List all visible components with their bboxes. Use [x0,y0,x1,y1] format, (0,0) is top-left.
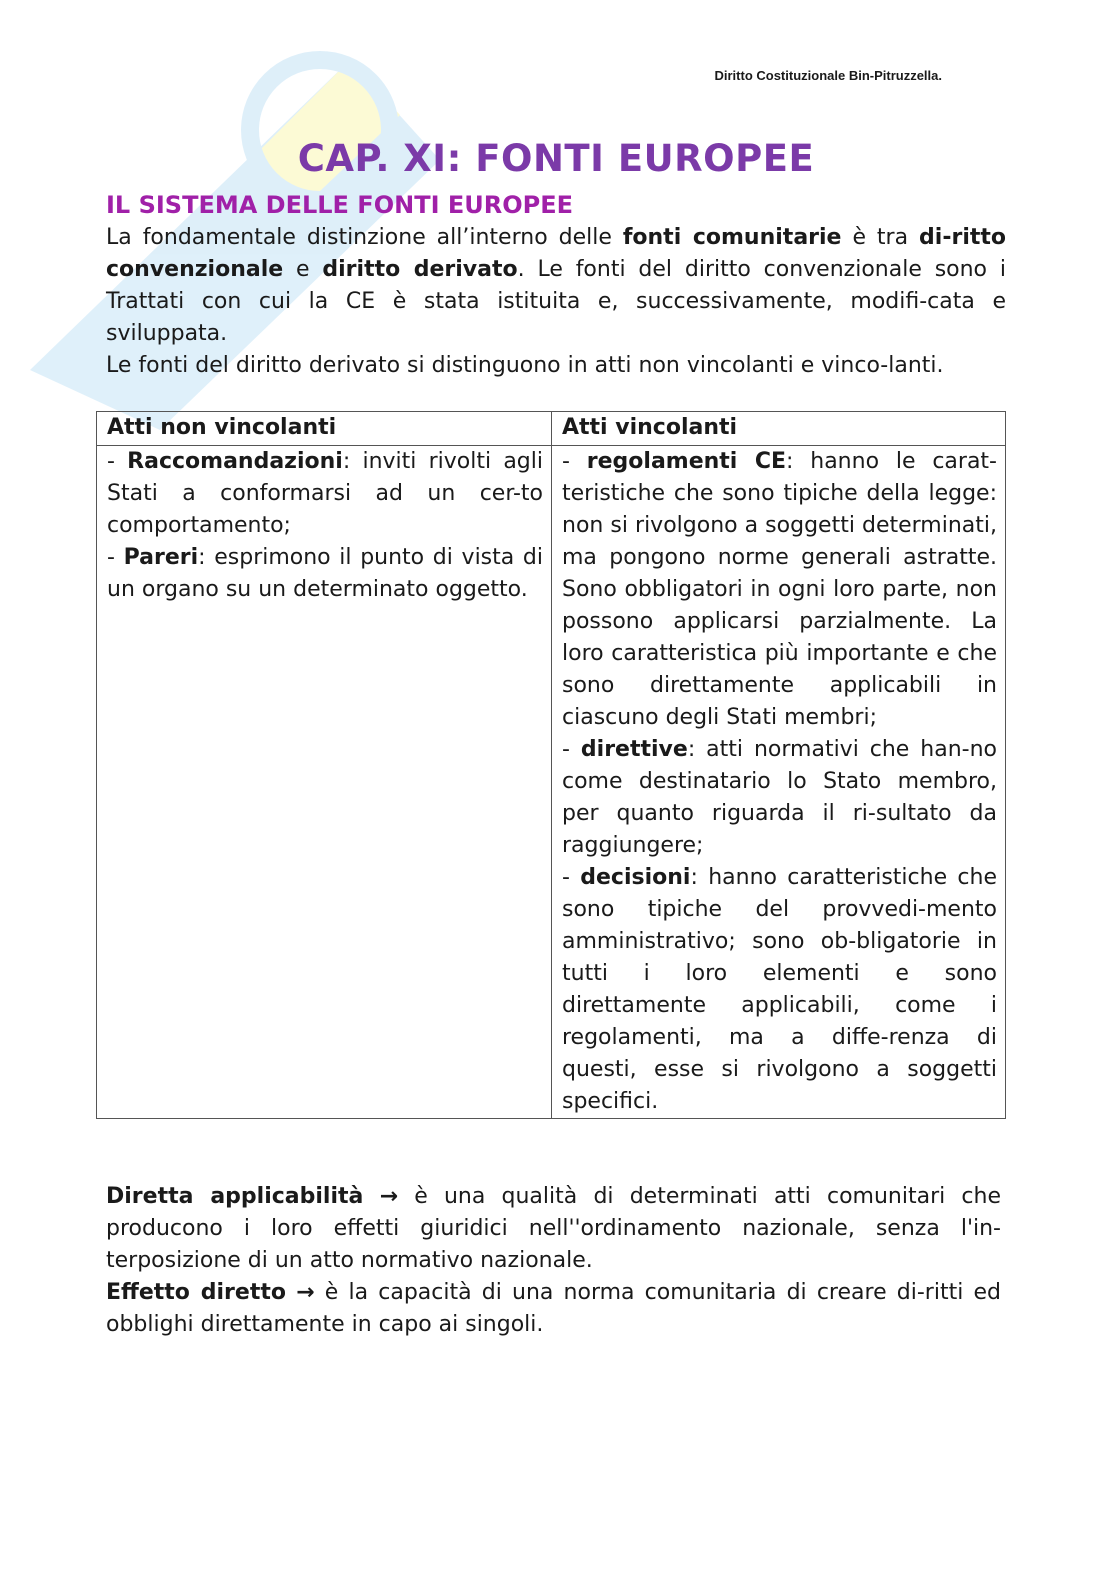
binding-cell [552,446,1006,1119]
chapter-title: CAP. XI: FONTI EUROPEE [297,137,815,180]
acts-table [96,411,1006,1119]
list-item: - decisioni: hanno caratteristiche che sono tipiche del provvedi-mento amministrativo; sono ob-bligatorie in tutti i loro elementi e sono direttamente applicabili, come i regolamenti, ma a diffe-renza di questi, esse si rivolgono a soggetti specifici. [562,865,998,1114]
table-row [97,446,1006,1119]
derived-law-paragraph: Le fonti del diritto derivato si distinguono in atti non vincolanti e vinco-lanti. [106,353,944,378]
arrow-right-icon: → [379,1184,399,1209]
list-item: - direttive: atti normativi che han-no come destinatario lo Stato membro, per quanto riguarda il ri-sultato da raggiungere; [562,737,998,858]
table-header-row [97,412,1006,446]
non-binding-cell [97,446,552,1119]
header-non-binding: Atti non vincolanti [97,412,552,446]
list-item: - Raccomandazioni: inviti rivolti agli Stati a conformarsi ad un cer-to comportamento; [107,449,543,538]
definition-direct-applicability: Diretta applicabilità → è una qualità di determinati atti comunitari che producono i loro effetti giuridici nell''ordinamento nazionale, senza l'in-terposizione di un atto normativo nazionale. [106,1184,1002,1273]
list-item: - Pareri: esprimono il punto di vista di un organo su un determinato oggetto. [107,545,543,602]
definitions [106,1181,1001,1341]
intro-paragraph: La fondamentale distinzione all’interno delle fonti comunitarie è tra di-ritto convenzionale e diritto derivato. Le fonti del diritto convenzionale sono i Trattati con cui la CE è stata istituita e, successivamente, modifi-cata e sviluppata. [106,225,1007,346]
page-header: Diritto Costituzionale Bin-Pitruzzella. [714,68,942,83]
list-item: - regolamenti CE: hanno le carat-teristiche che sono tipiche della legge: non si rivolgono a soggetti determinati, ma pongono norme generali astratte. Sono obbligatori in ogni loro parte, non possono applicarsi parzialmente. La loro caratteristica più importante e che sono direttamente applicabili in ciascuno degli Stati membri; [562,449,997,730]
main-content [106,130,1006,382]
arrow-right-icon: → [296,1280,315,1305]
definition-direct-effect: Effetto diretto → è la capacità di una norma comunitaria di creare di-ritti ed obblighi direttamente in capo ai singoli. [106,1280,1001,1337]
section-title: IL SISTEMA DELLE FONTI EUROPEE [106,191,573,219]
header-binding: Atti vincolanti [552,412,1006,446]
